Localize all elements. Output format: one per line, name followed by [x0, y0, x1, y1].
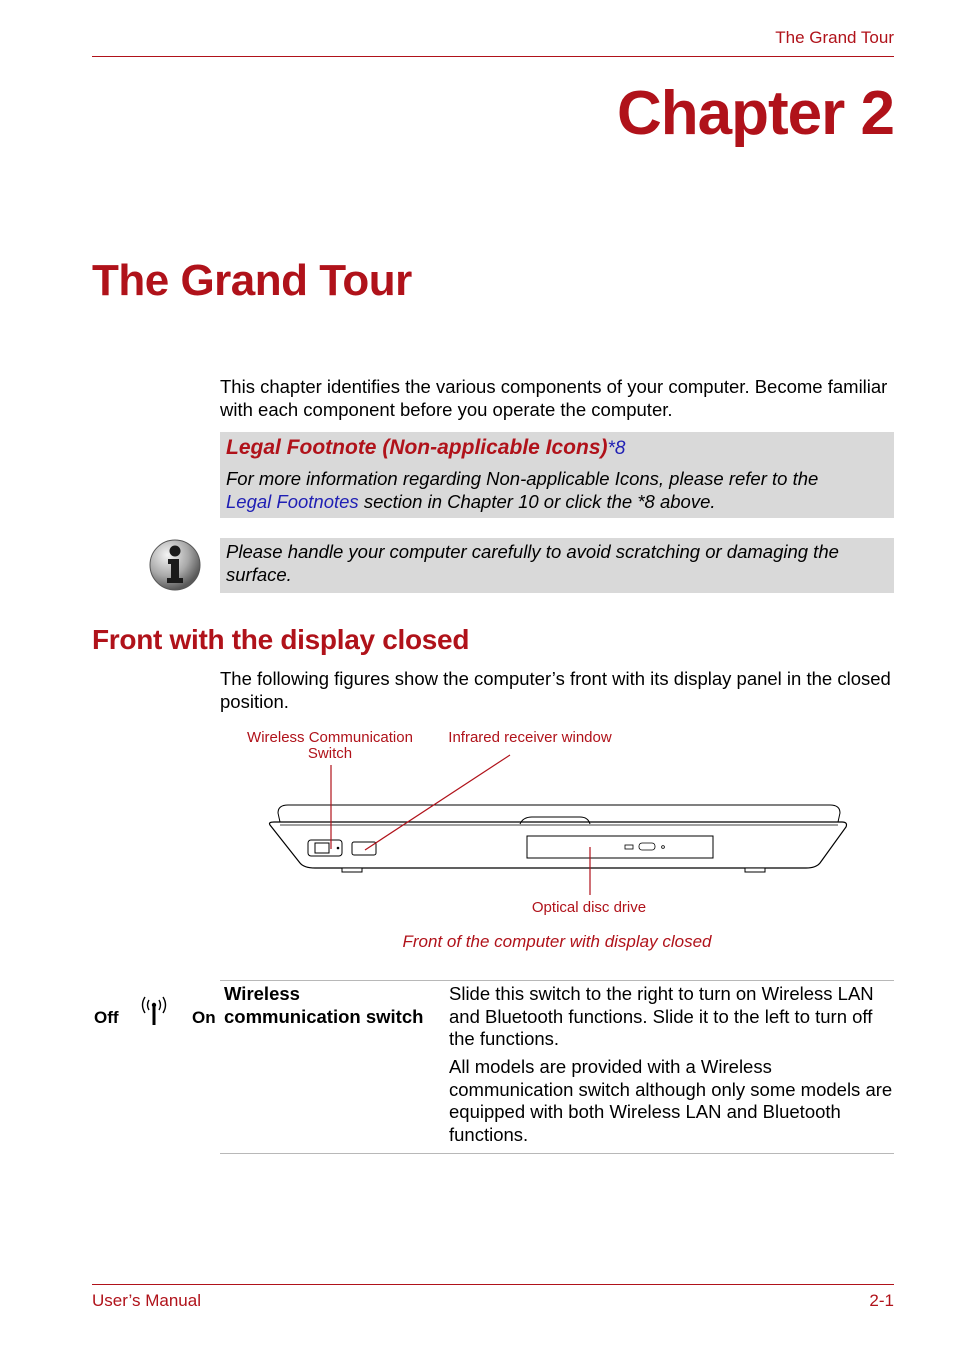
- subsection-heading: Front with the display closed: [92, 624, 470, 655]
- legal-footnote-body: [226, 467, 888, 513]
- footer-page-number: 2-1: [869, 1291, 894, 1310]
- callout-infrared-window: Infrared receiver window: [448, 729, 612, 746]
- footer-manual-title: User’s Manual: [92, 1291, 201, 1310]
- table-top-rule: [220, 980, 894, 981]
- callout-optical-drive: Optical disc drive: [531, 899, 647, 916]
- legal-footnote-title: Legal Footnote (Non-applicable Icons): [226, 436, 608, 459]
- header-rule: [92, 56, 894, 57]
- footer-rule: [92, 1284, 894, 1285]
- table-bottom-rule: [220, 1153, 894, 1154]
- chapter-title: Chapter 2: [617, 79, 894, 148]
- legal-footnotes-link[interactable]: Legal Footnotes: [226, 491, 359, 512]
- figure-caption: Front of the computer with display closed: [402, 932, 712, 951]
- switch-off-label: Off: [94, 1008, 119, 1027]
- subsection-paragraph: The following figures show the computer’s front with its display panel in the closed position.: [220, 668, 891, 712]
- legal-body-before: For more information regarding Non-applicable Icons, please refer to the: [226, 468, 819, 489]
- table-term: Wireless communication switch: [224, 983, 424, 1027]
- legal-footnote-heading: [226, 435, 888, 462]
- section-title: The Grand Tour: [92, 256, 412, 305]
- switch-on-label: On: [192, 1008, 216, 1027]
- info-note-text: Please handle your computer carefully to avoid scratching or damaging the surface.: [220, 538, 894, 593]
- footnote-ref-link[interactable]: *8: [607, 438, 626, 459]
- wireless-antenna-icon: [140, 996, 168, 1026]
- intro-paragraph: This chapter identifies the various components of your computer. Become familiar with each component before you operate the computer.: [220, 376, 888, 420]
- info-icon: [148, 538, 202, 592]
- running-header: The Grand Tour: [775, 28, 894, 47]
- callout-wireless-line1: Wireless Communication: [247, 729, 413, 746]
- callout-wireless-line2: Switch: [307, 745, 353, 762]
- legal-footnote-box: [220, 432, 894, 518]
- legal-body-after: section in Chapter 10 or click the *8 above.: [363, 491, 716, 512]
- table-description-2: All models are provided with a Wireless communication switch although only some models are equipped with both Wireless LAN and Bluetooth functions.: [449, 1056, 893, 1145]
- callout-wireless-switch: [238, 730, 422, 762]
- table-description-1: Slide this switch to the right to turn on Wireless LAN and Bluetooth functions. Slide it to the left to turn off the functions.: [449, 983, 874, 1049]
